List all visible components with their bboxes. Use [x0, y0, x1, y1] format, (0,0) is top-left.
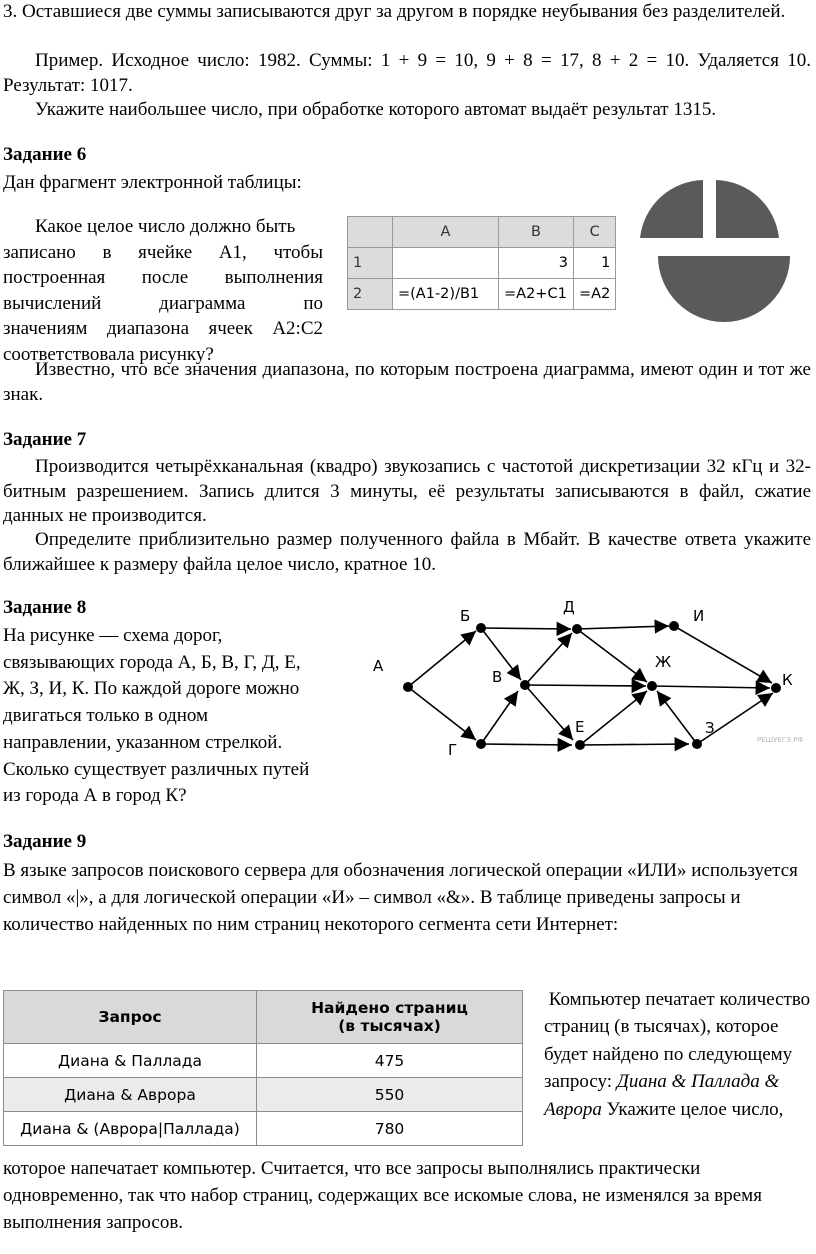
task8-line: направлении, указанном стрелкой.	[3, 731, 283, 753]
node-e	[575, 740, 585, 750]
node-a	[403, 682, 413, 692]
query-cell: Диана & Паллада	[4, 1044, 257, 1078]
label-d: Д	[563, 598, 575, 616]
count-col-header-line1: Найдено страниц	[311, 999, 468, 1017]
edge-zh-k	[652, 686, 770, 688]
edge-v-e	[525, 685, 573, 740]
label-z: З	[705, 719, 715, 737]
count-col-header-line2: (в тысячах)	[338, 1017, 441, 1035]
row-header-2: 2	[348, 279, 393, 310]
cell-c1: 1	[574, 248, 616, 279]
edge-e-zh	[580, 691, 647, 745]
task8-line: Сколько существует различных путей	[3, 758, 310, 780]
intro-question: Укажите наибольшее число, при обработке которого автомат выдаёт результат 1315.	[35, 99, 717, 120]
cell-a2: =(A1-2)/B1	[393, 279, 499, 310]
task8-line: Ж, З, И, К. По каждой дороге можно	[3, 678, 300, 700]
task7-title: Задание 7	[3, 429, 87, 450]
task9-tail: которое напечатает компьютер. Считается, что все запросы выполнялись практически одновременно, так что набор страниц, содержащих все искомые слова, не изменялся за время выполнения запросов.	[3, 1158, 762, 1234]
node-d	[572, 624, 582, 634]
task8-line: На рисунке — схема дорог,	[3, 625, 223, 646]
edge-b-d	[481, 628, 571, 629]
task9-side-text	[544, 986, 814, 1123]
count-cell: 550	[257, 1078, 523, 1112]
task8-line: двигаться только в одном	[3, 705, 209, 727]
cell-b2: =A2+C1	[499, 279, 574, 310]
node-k	[771, 683, 781, 693]
edge-a-g	[408, 687, 476, 740]
node-g	[476, 739, 486, 749]
node-v	[520, 680, 530, 690]
cell-c2: =A2	[574, 279, 616, 310]
label-b: Б	[460, 607, 471, 625]
query-cell: Диана & Аврора	[4, 1078, 257, 1112]
col-header-b: B	[499, 217, 574, 248]
node-i	[669, 621, 679, 631]
task9-title: Задание 9	[3, 831, 87, 852]
edge-v-zh	[525, 685, 646, 686]
task6-q-line: вычислений диаграмма по	[3, 292, 323, 314]
label-v: В	[492, 668, 503, 686]
node-zh	[647, 681, 657, 691]
watermark: РЕШУЕГЭ.РФ	[757, 736, 804, 744]
label-e: Е	[575, 718, 585, 736]
task9-side-a: Компьютер печатает количество страниц (в тысячах), которое будет найдено по следующему запросу:	[544, 989, 811, 1093]
col-header-c: C	[574, 217, 616, 248]
label-i: И	[693, 607, 705, 625]
task9-side-b: Укажите целое число,	[606, 1098, 784, 1120]
node-z	[692, 739, 702, 749]
count-col-header	[257, 991, 523, 1044]
task7-p2: Определите приблизительно размер полученного файла в Мбайт. В качестве ответа укажите ближайшее к размеру файла целое число, кратное 10.	[3, 529, 811, 575]
node-b	[476, 623, 486, 633]
edge-g-e	[481, 744, 572, 745]
task6-q-line: построенная после выполнения	[3, 267, 323, 289]
edge-a-b	[408, 631, 476, 687]
task8-line: из города А в город К?	[3, 785, 187, 807]
task8-line: связывающих города А, Б, В, Г, Д, Е,	[3, 651, 301, 673]
count-cell: 475	[257, 1044, 523, 1078]
label-zh: Ж	[655, 653, 672, 671]
query-cell: Диана & (Аврора|Паллада)	[4, 1112, 257, 1146]
row-header-1: 1	[348, 248, 393, 279]
task6-title: Задание 6	[3, 144, 87, 165]
edge-z-zh	[657, 691, 697, 744]
edge-d-i	[577, 626, 669, 629]
intro-example: Пример. Исходное число: 1982. Суммы: 1 + 9 = 10, 9 + 8 = 17, 8 + 2 = 10. Удаляется 10. Результат: 1017.	[3, 50, 811, 96]
query-col-header: Запрос	[4, 991, 257, 1044]
task7-p1: Производится четырёхканальная (квадро) звукозапись с частотой дискретизации 32 кГц и 32-битным разрешением. Запись длится 3 минуты, её результаты записываются в файл, сжатие данных не производится.	[3, 456, 811, 526]
edge-e-z	[580, 744, 689, 745]
edge-d-zh	[577, 629, 647, 682]
task6-note: Известно, что все значения диапазона, по которым построена диаграмма, имеют один и тот же знак.	[3, 359, 811, 405]
label-a: А	[373, 657, 384, 675]
task6-q-line: записано в ячейке A1, чтобы	[3, 241, 323, 263]
edge-i-k	[674, 626, 772, 683]
cell-b1: 3	[499, 248, 574, 279]
task6-q-line: Какое целое число должно быть	[35, 216, 296, 237]
task9-query: Диана & Паллада & Аврора	[544, 1071, 780, 1120]
task6-line1: Дан фрагмент электронной таблицы:	[3, 172, 302, 193]
edge-g-v	[481, 691, 518, 744]
task9-p1: В языке запросов поискового сервера для обозначения логической операции «ИЛИ» используется символ «|», а для логической операции «И» – символ «&». В таблице приведены запросы и количество найденных по ним страниц некоторого сегмента сети Интернет:	[3, 860, 798, 936]
label-k: К	[782, 671, 793, 689]
task6-q-line: значениям диапазона ячеек A2:C2	[3, 318, 323, 340]
intro-rule: 3. Оставшиеся две суммы записываются друг за другом в порядке неубывания без разделителей.	[3, 1, 786, 22]
count-cell: 780	[257, 1112, 523, 1146]
query-table	[3, 990, 523, 1146]
task6-q-tail: соответствовала рисунку?	[3, 343, 214, 365]
col-header-a: A	[393, 217, 499, 248]
edge-v-d	[525, 633, 572, 685]
task8-title: Задание 8	[3, 597, 87, 618]
label-g: Г	[448, 741, 458, 759]
